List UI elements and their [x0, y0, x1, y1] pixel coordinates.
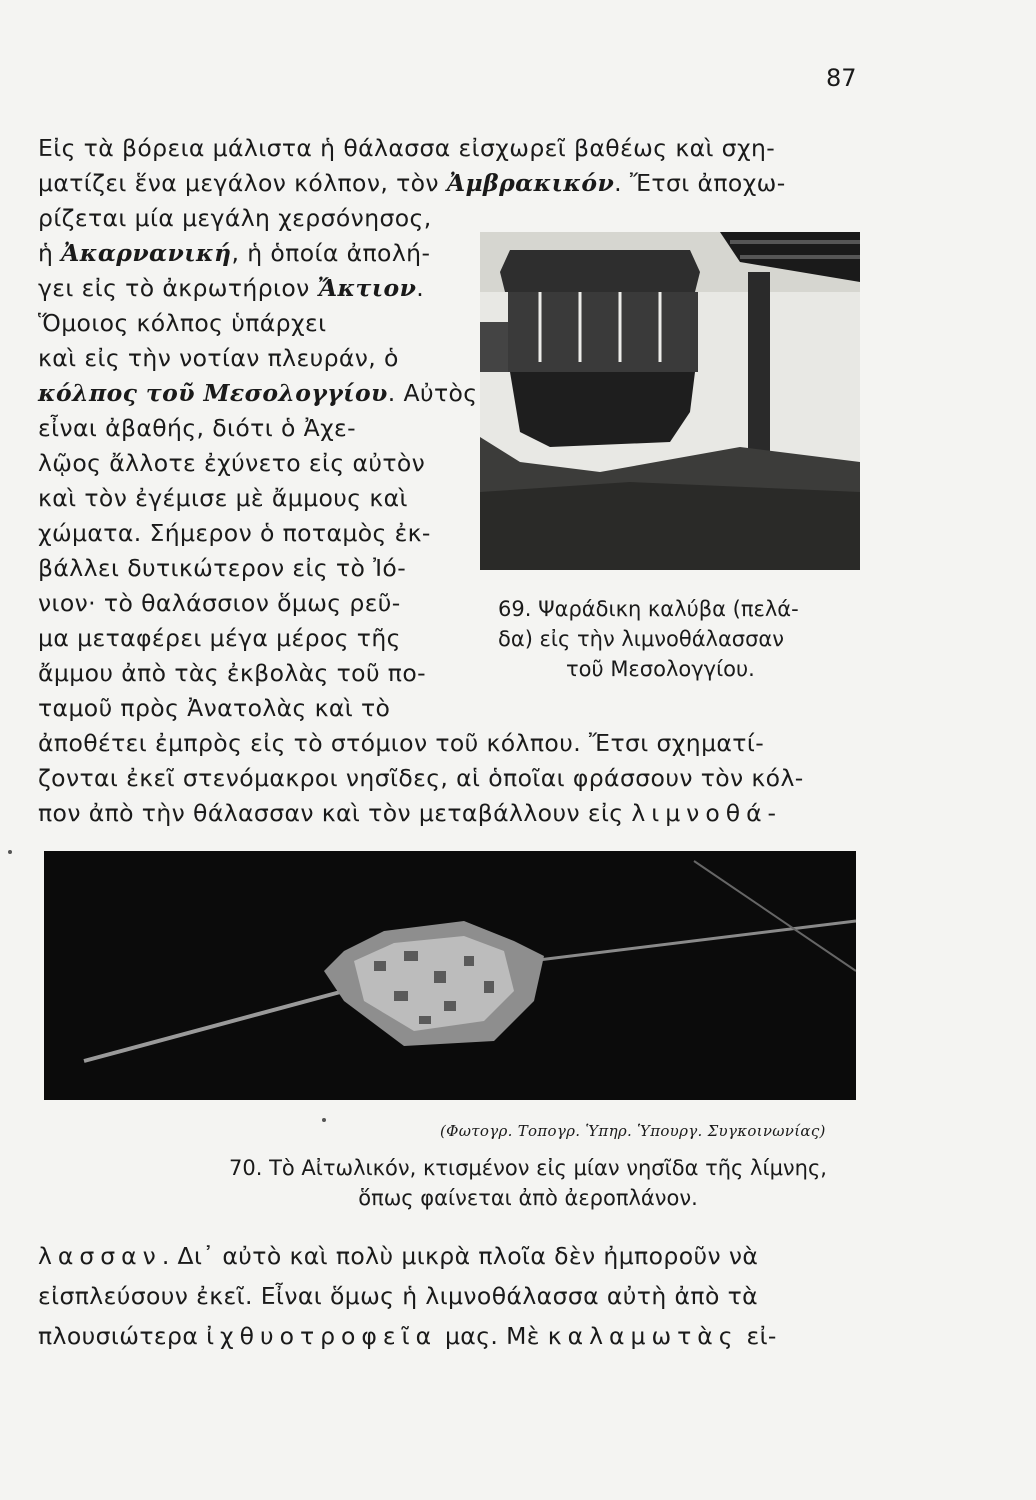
- text-span: ἄμμου ἀπὸ τὰς ἐκβολὰς τοῦ πο-: [38, 659, 427, 687]
- text-span: Ἀμβρακικόν: [446, 169, 615, 197]
- text-span: .: [416, 274, 425, 302]
- stray-dot: [322, 1118, 326, 1122]
- text-line: [38, 445, 458, 481]
- text-line: [38, 130, 775, 166]
- text-span: εἰ-: [738, 1322, 777, 1350]
- text-span: ζονται ἐκεῖ στενόμακροι νησῖδες, αἱ ὁποῖαι φράσσουν τὸν κόλ-: [38, 764, 804, 792]
- text-span: ἡ: [38, 239, 62, 267]
- figure-70-credit: (Φωτογρ. Τοπογρ. Ὑπηρ. Ὑπουργ. Συγκοινωνίας): [440, 1122, 826, 1140]
- text-line: [38, 1318, 777, 1354]
- text-span: . Ἔτσι ἀποχω-: [614, 169, 786, 197]
- stray-dot: [8, 850, 12, 854]
- caption-line: 69. Ψαράδικη καλύβα (πελά-: [498, 597, 799, 621]
- caption-line: 70. Τὸ Αἰτωλικόν, κτισμένον εἰς μίαν νησῖδα τῆς λίμνης,: [229, 1156, 827, 1180]
- text-span: Ἄκτιον: [317, 274, 417, 302]
- text-span: ρίζεται μία μεγάλη χερσόνησος,: [38, 204, 432, 232]
- text-span: νιον· τὸ θαλάσσιον ὅμως ρεῦ-: [38, 589, 401, 617]
- text-line: [38, 200, 458, 236]
- text-line: [38, 1238, 758, 1274]
- text-span: μας. Μὲ: [437, 1322, 548, 1350]
- text-span: . Δι᾿ αὐτὸ καὶ πολὺ μικρὰ πλοῖα δὲν ἠμποροῦν νὰ: [161, 1242, 759, 1270]
- text-line: [38, 725, 764, 761]
- text-span: καὶ εἰς τὴν νοτίαν πλευράν, ὁ: [38, 344, 399, 372]
- text-line: [38, 305, 458, 341]
- text-line: [38, 690, 458, 726]
- text-line: [38, 760, 804, 796]
- text-span: ταμοῦ πρὸς Ἀνατολὰς καὶ τὸ: [38, 694, 391, 722]
- text-span: γει εἰς τὸ ἀκρωτήριον: [38, 274, 318, 302]
- caption-line: ὅπως φαίνεται ἀπὸ ἀεροπλάνον.: [358, 1186, 698, 1210]
- caption-line: δα) εἰς τὴν λιμνοθάλασσαν: [498, 627, 785, 651]
- text-span: πλουσιώτερα: [38, 1322, 207, 1350]
- text-span: Εἰς τὰ βόρεια μάλιστα ἡ θάλασσα εἰσχωρεῖ βαθέως καὶ σχη-: [38, 134, 776, 162]
- text-line: [38, 340, 458, 376]
- text-line: [38, 585, 458, 621]
- text-span: λασσαν: [38, 1242, 162, 1270]
- text-span: λιμνοθά-: [631, 799, 783, 827]
- text-span: βάλλει δυτικώτερον εἰς τὸ Ἰό-: [38, 554, 407, 582]
- text-span: εἰσπλεύσουν ἐκεῖ. Εἶναι ὅμως ἡ λιμνοθάλασσα αὐτὴ ἀπὸ τὰ: [38, 1282, 759, 1310]
- text-line: [38, 655, 458, 691]
- caption-line: τοῦ Μεσολογγίου.: [566, 657, 755, 681]
- text-line: [38, 620, 458, 656]
- text-span: λῷος ἄλλοτε ἐχύνετο εἰς αὐτὸν: [38, 449, 426, 477]
- text-line: [38, 165, 786, 201]
- fishing-hut-photo-icon: [480, 232, 860, 570]
- text-span: ἀποθέτει ἐμπρὸς εἰς τὸ στόμιον τοῦ κόλπου. Ἔτσι σχηματί-: [38, 729, 765, 757]
- text-span: , ἡ ὁποία ἀπολή-: [231, 239, 431, 267]
- text-line: [38, 480, 458, 516]
- text-line: [38, 795, 782, 831]
- text-span: κόλπος τοῦ Μεσολογγίου: [38, 379, 388, 407]
- aerial-town-photo-icon: [44, 851, 856, 1100]
- text-line: [38, 1278, 758, 1314]
- text-span: . Αὐτὸς: [387, 379, 478, 407]
- text-span: καὶ τὸν ἐγέμισε μὲ ἄμμους καὶ: [38, 484, 408, 512]
- text-line: [38, 550, 458, 586]
- figure-69-photo: [480, 232, 860, 570]
- text-line: [38, 270, 458, 306]
- text-span: ματίζει ἕνα μεγάλον κόλπον, τὸν: [38, 169, 447, 197]
- text-span: Ἀκαρνανική: [61, 239, 232, 267]
- text-span: πον ἀπὸ τὴν θάλασσαν καὶ τὸν μεταβάλλουν εἰς: [38, 799, 632, 827]
- text-span: εἶναι ἀβαθής, διότι ὁ Ἀχε-: [38, 414, 357, 442]
- text-span: χώματα. Σήμερον ὁ ποταμὸς ἐκ-: [38, 519, 431, 547]
- text-span: ἰχθυοτροφεῖα: [206, 1322, 438, 1350]
- figure-70-photo: [44, 851, 856, 1100]
- text-span: μα μεταφέρει μέγα μέρος τῆς: [38, 624, 401, 652]
- text-span: καλαμωτὰς: [547, 1322, 739, 1350]
- page-number: 87: [826, 64, 857, 92]
- text-line: [38, 235, 458, 271]
- text-line: [38, 375, 478, 411]
- text-span: Ὅμοιος κόλπος ὑπάρχει: [38, 309, 327, 337]
- text-line: [38, 515, 458, 551]
- text-line: [38, 410, 458, 446]
